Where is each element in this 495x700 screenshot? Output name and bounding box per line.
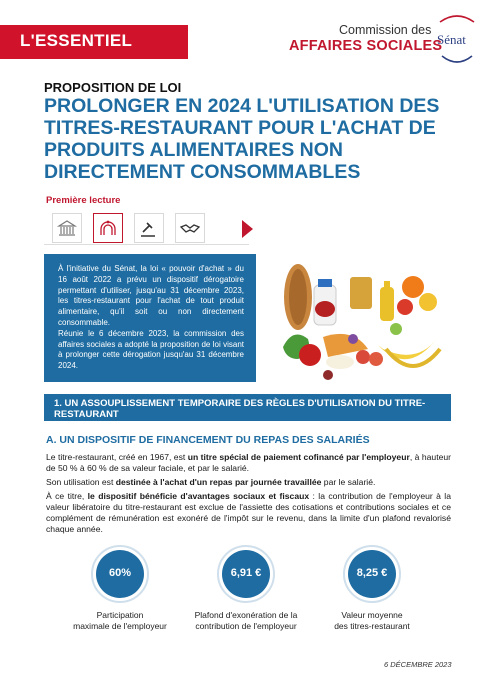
next-step-arrow-icon bbox=[242, 220, 253, 238]
paragraph-3-bold: le dispositif bénéficie d'avantages sociaux et fiscaux bbox=[87, 491, 310, 501]
senat-logo-text: Sénat bbox=[437, 32, 466, 47]
paragraph-2-bold: destinée à l'achat d'un repas par journée travaillée bbox=[115, 477, 322, 487]
paragraph-3 bbox=[46, 491, 451, 535]
stat-3-caption bbox=[302, 610, 442, 632]
stat-2-caption-line-1: Plafond d'exonération de la bbox=[194, 610, 298, 620]
stat-2-caption bbox=[176, 610, 316, 632]
page-title: PROLONGER EN 2024 L'UTILISATION DES TITRES-RESTAURANT POUR L'ACHAT DE PRODUITS ALIMENTAIRES NON DIRECTEMENT CONSOMMABLES bbox=[44, 95, 440, 183]
intro-box bbox=[44, 254, 256, 382]
paragraph-1-text: Le titre-restaurant, créé en 1967, est bbox=[46, 452, 188, 462]
steps-divider bbox=[44, 244, 249, 245]
stat-3-caption-line-2: des titres-restaurant bbox=[334, 621, 410, 631]
gavel-icon bbox=[134, 213, 164, 243]
stat-1-caption-line-1: Participation bbox=[96, 610, 144, 620]
paragraph-1-text-end: , à hauteur de 50 % à 60 % de sa valeur faciale, et par le salarié. bbox=[46, 452, 452, 473]
groceries-photo bbox=[268, 257, 443, 384]
paragraph-2-text-end: par le salarié. bbox=[321, 477, 376, 487]
paragraph-1 bbox=[46, 452, 451, 474]
stat-3-value: 8,25 € bbox=[356, 567, 388, 579]
stat-3-caption-line-1: Valeur moyenne bbox=[341, 610, 403, 620]
doc-kicker: PROPOSITION DE LOI bbox=[44, 80, 182, 95]
paragraph-2 bbox=[46, 477, 451, 488]
paragraph-1-bold: un titre spécial de paiement cofinancé par l'employeur bbox=[187, 452, 410, 462]
paragraph-3-text-end: : la contribution de l'employeur à la valeur libératoire du titre-restaurant est exclue de l'assiette des cotisations et contributions sociales et ce complément de rémunération est exonéré de l'impôt sur le revenu, dans la limite d'un plafond revalorisé chaque année. bbox=[46, 491, 451, 534]
stat-2-value: 6,91 € bbox=[230, 567, 262, 579]
subsection-a-heading: A. UN DISPOSITIF DE FINANCEMENT DU REPAS DES SALARIÉS bbox=[46, 434, 370, 446]
publication-date: 6 DÉCEMBRE 2023 bbox=[384, 660, 452, 669]
intro-paragraph-2: Réunie le 6 décembre 2023, la commission des affaires sociales a adopté la proposition de loi visant à prolonger cette dérogation jusqu'au 31 décembre 2024. bbox=[58, 328, 244, 371]
commission-line-2: AFFAIRES SOCIALES bbox=[289, 38, 443, 54]
handshake-icon bbox=[175, 213, 205, 243]
stat-1-value: 60% bbox=[108, 567, 132, 579]
intro-paragraph-1: À l'initiative du Sénat, la loi « pouvoir d'achat » du 16 août 2022 a prévu un dispositif dérogatoire permettant d'utiliser, jusqu'au 31 décembre 2023, les titres-restaurant pour l'achat de tout produit alimentaire, qu'il soit ou non directement consommable. bbox=[58, 264, 244, 327]
reading-stage: Première lecture bbox=[46, 195, 121, 206]
stat-1-caption-line-2: maximale de l'employeur bbox=[73, 621, 167, 631]
section-1-heading: 1. UN ASSOUPLISSEMENT TEMPORAIRE DES RÈGLES D'UTILISATION DU TITRE-RESTAURANT bbox=[44, 394, 451, 421]
paragraph-2-text: Son utilisation est bbox=[46, 477, 116, 487]
parliament-icon bbox=[52, 213, 82, 243]
commission-line-1: Commission des bbox=[339, 23, 432, 37]
senate-hemicycle-icon bbox=[93, 213, 123, 243]
stat-1-caption bbox=[50, 610, 190, 632]
essentiel-label: L'ESSENTIEL bbox=[20, 31, 133, 50]
paragraph-3-text: À ce titre, bbox=[46, 491, 88, 501]
stat-2-caption-line-2: contribution de l'employeur bbox=[195, 621, 297, 631]
